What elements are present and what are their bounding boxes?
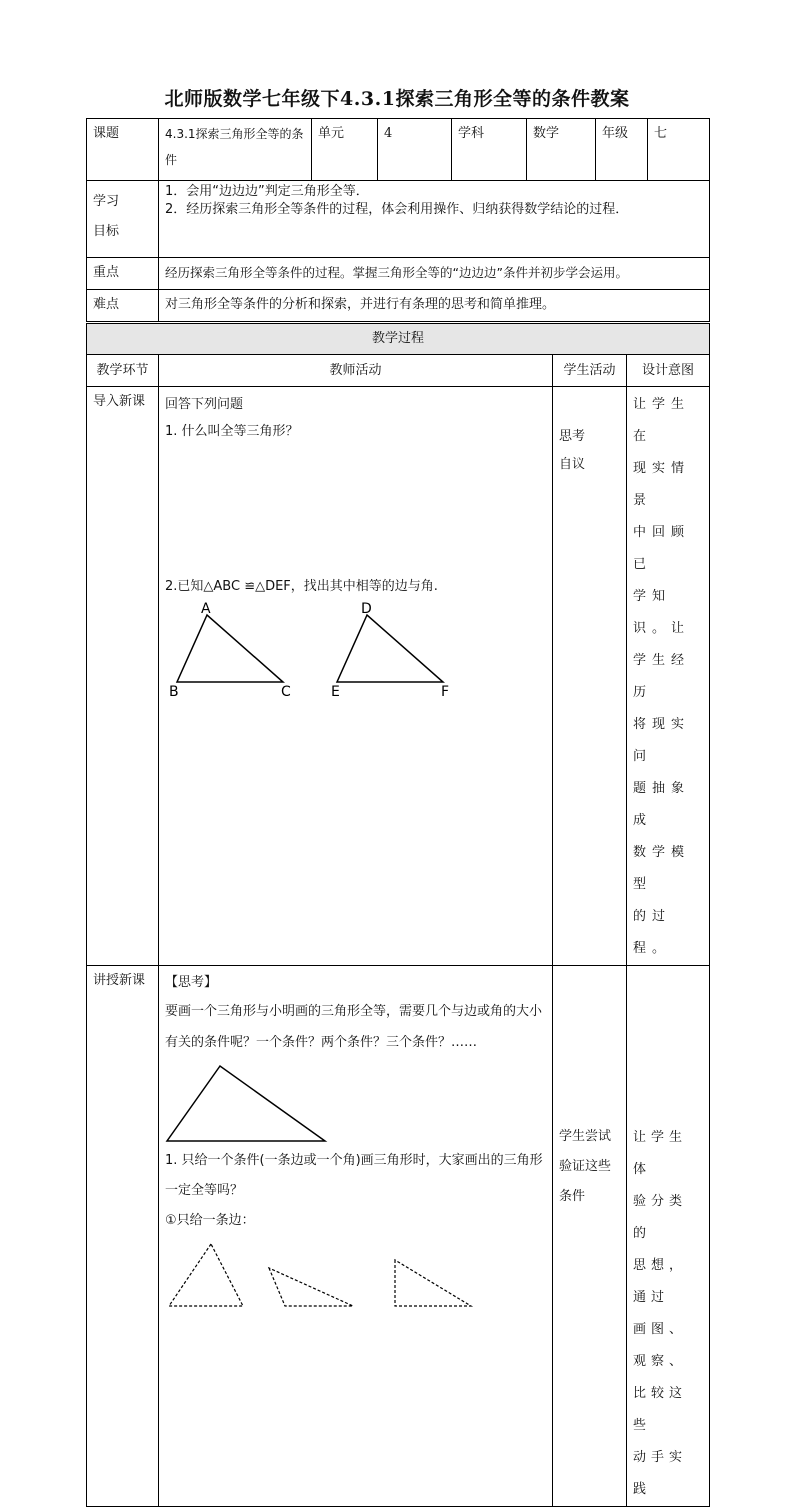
triangle-abc: [177, 615, 283, 682]
difficulty-label: 难点: [87, 290, 159, 322]
lesson-info-table: [86, 118, 710, 322]
header-student: 学生活动: [553, 355, 627, 387]
teacher-line: 要画一个三角形与小明画的三角形全等，需要几个与边或角的大小有关的条件呢？一个条件？两个条件？三个条件？……: [165, 1004, 543, 1050]
vertex-label-a: A: [201, 601, 211, 617]
teaching-process-table: [86, 323, 710, 1507]
page-title: 北师版数学七年级下4.3.1探索三角形全等的条件教案: [164, 88, 630, 110]
dashed-triangle-2: [269, 1268, 353, 1306]
key-value: 经历探索三角形全等条件的过程。掌握三角形全等的“边边边”条件并初步学会运用。: [159, 258, 710, 290]
design-intent-intro: 让学生在 现实情景 中回顾已 学知识。让 学生经历 将现实问 题抽象成 数学模型 的过程。: [627, 387, 710, 966]
subject-label: 学科: [452, 119, 527, 181]
teacher-line: 2.已知△ABC ≌△DEF，找出其中相等的边与角.: [165, 579, 438, 594]
objective-item: 2．经历探索三角形全等条件的过程，体会利用操作、归纳获得数学结论的过程．: [165, 202, 629, 217]
objectives-label-text: 学习目标: [93, 194, 120, 239]
teacher-line: ①只给一条边：: [165, 1213, 255, 1228]
section-title: 教学过程: [87, 324, 710, 355]
teacher-activity-intro: [159, 387, 553, 966]
vertex-label-f: F: [441, 684, 450, 696]
difficulty-value: 对三角形全等条件的分析和探索，并进行有条理的思考和简单推理。: [159, 290, 710, 322]
design-intent-new: 让学生体 验分类的 思想，通过 画图、观察、 比较这些 动手实践: [627, 966, 710, 1507]
objective-item: 1．会用“边边边”判定三角形全等．: [165, 184, 369, 199]
teacher-line: 1. 什么叫全等三角形？: [165, 424, 299, 439]
student-line: 学生尝试: [559, 1129, 612, 1144]
student-activity-intro: [553, 387, 627, 966]
student-line: 验证这些: [559, 1159, 612, 1174]
objectives-content: [159, 181, 710, 258]
header-intent: 设计意图: [627, 355, 710, 387]
key-label: 重点: [87, 258, 159, 290]
grade-value: 七: [648, 119, 710, 181]
vertex-label-b: B: [169, 684, 179, 696]
student-line: 自议: [559, 457, 586, 472]
student-line: 思考: [559, 429, 586, 444]
subject-value: 数学: [527, 119, 596, 181]
dashed-triangles-figure: [165, 1236, 545, 1308]
student-activity-new: [553, 966, 627, 1507]
teacher-line: 【思考】: [165, 975, 218, 990]
reference-triangle: [167, 1066, 325, 1141]
objectives-label: [87, 181, 159, 258]
grade-label: 年级: [596, 119, 648, 181]
stage-intro: 导入新课: [87, 387, 159, 966]
unit-value: 4: [378, 119, 452, 181]
triangle-def: [337, 615, 443, 682]
stage-new-lesson: 讲授新课: [87, 966, 159, 1507]
header-stage: 教学环节: [87, 355, 159, 387]
teacher-activity-new: [159, 966, 553, 1507]
header-teacher: 教师活动: [159, 355, 553, 387]
topic-value: 4.3.1探索三角形全等的条件: [159, 119, 312, 181]
reference-triangle-figure: [165, 1058, 545, 1146]
teacher-line: 回答下列问题: [165, 397, 244, 412]
student-line: 条件: [559, 1189, 586, 1204]
vertex-label-c: C: [281, 684, 291, 696]
vertex-label-e: E: [331, 684, 340, 696]
vertex-label-d: D: [361, 601, 372, 617]
congruent-triangles-figure: [165, 601, 545, 696]
topic-label: 课题: [87, 119, 159, 181]
dashed-triangle-1: [169, 1244, 243, 1306]
unit-label: 单元: [312, 119, 378, 181]
teacher-line: 1. 只给一个条件(一条边或一个角)画三角形时，大家画出的三角形一定全等吗？: [165, 1153, 543, 1198]
dashed-triangle-3: [395, 1260, 471, 1306]
